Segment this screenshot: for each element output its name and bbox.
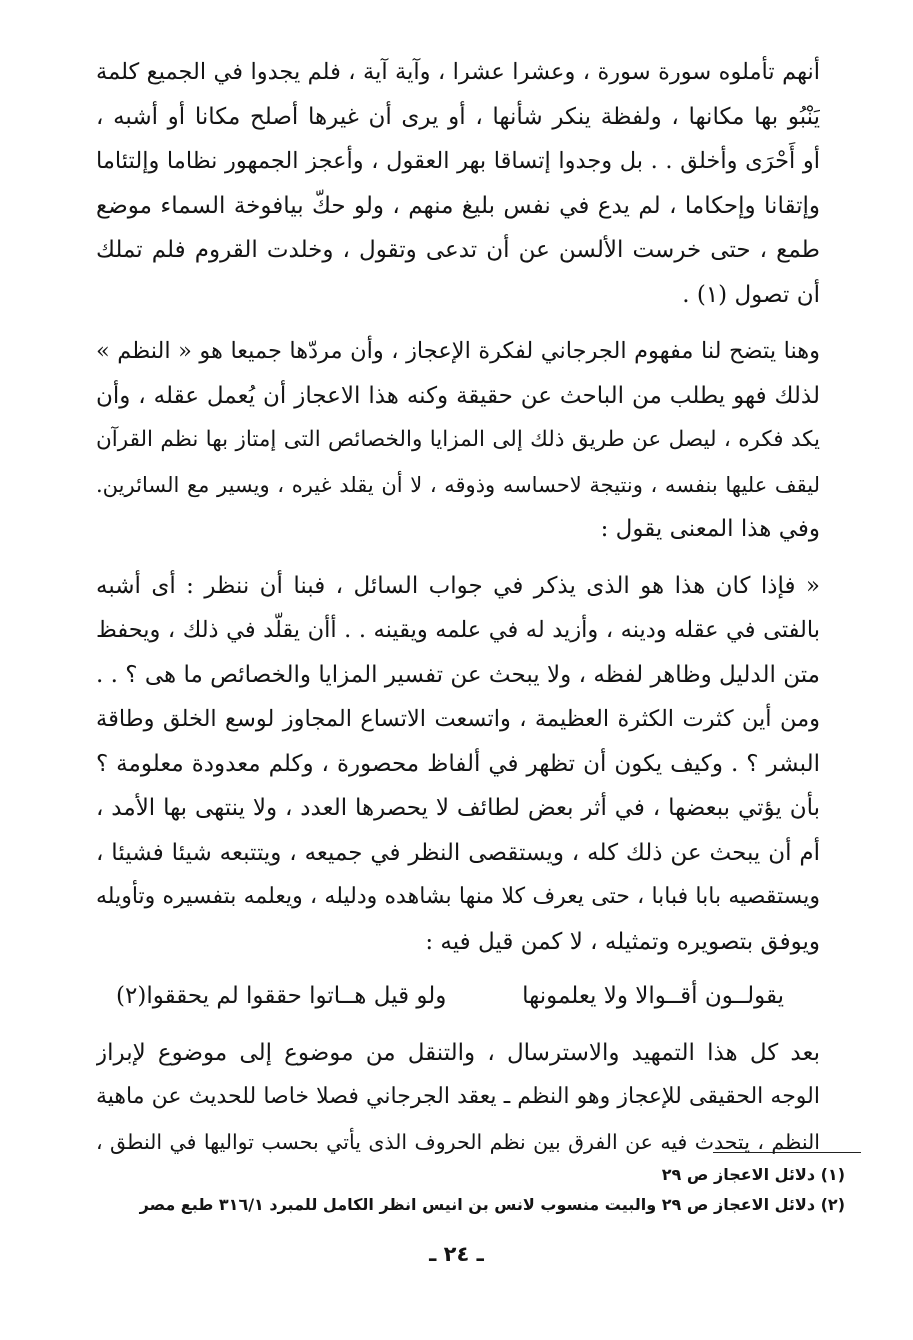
text-line: متن الدليل وظاهر لفظه ، ولا يبحث عن تفسير المزايا والخصائص ما هى ؟ . . <box>96 661 820 688</box>
text-line: يَنْبُو بها مكانها ، ولفظة ينكر شأنها ، أو يرى أن غيرها أصلح مكانا أو أشبه ، <box>96 103 820 130</box>
text-line: طمع ، حتى خرست الألسن عن أن تدعى وتقول ، وخلدت القروم فلم تملك <box>96 237 820 263</box>
text-line: أو أَحْرَى وأخلق . . بل وجدوا إتساقا بهر العقول ، وأعجز الجمهور نظاما وإلتئاما <box>96 148 820 174</box>
text-line: أم أن يبحث عن ذلك كله ، ويستقصى النظر في جميعه ، ويتتبعه شيئا فشيئا ، <box>96 839 820 866</box>
page-body <box>96 50 820 1164</box>
text-line: بالفتى في عقله ودينه ، وأزيد له في علمه ويقينه . . أأن يقلّد في ذلك ، ويحفظ <box>96 617 820 643</box>
footnotes <box>85 1160 845 1220</box>
text-line: النظم ، يتحدث فيه عن الفرق بين نظم الحروف الذى يأتي بحسب تواليها في النطق ، <box>96 1129 820 1154</box>
text-line: وفي هذا المعنى يقول : <box>600 516 820 542</box>
text-line: بعد كل هذا التمهيد والاسترسال ، والتنقل من موضوع إلى موضوع لإبراز <box>96 1039 820 1066</box>
text-line: لذلك فهو يطلب من الباحث عن حقيقة وكنه هذا الاعجاز أن يُعمل عقله ، وأن <box>96 382 820 409</box>
verse-first-hemistich: يقولــون أقــوالا ولا يعلمونها <box>522 983 784 1009</box>
paragraph-1 <box>96 50 820 317</box>
page-number: ـ ٢٤ ـ <box>429 1242 484 1266</box>
text-line: البشر ؟ . وكيف يكون أن تظهر في ألفاظ محصورة ، وكلم معدودة معلومة ؟ <box>96 750 820 777</box>
text-line: ويستقصيه بابا فبابا ، حتى يعرف كلا منها بشاهده ودليله ، ويعلمه بتفسيره وتأويله <box>96 884 820 909</box>
closing-paragraph <box>96 1031 820 1165</box>
footnote-1: (١) دلائل الاعجاز ص ٢٩ <box>661 1165 845 1184</box>
verse-second-hemistich: ولو قيل هــاتوا حققوا لم يحققوا(٢) <box>116 983 447 1009</box>
text-line: أن تصول (١) . <box>682 281 820 308</box>
text-line: ليقف عليها بنفسه ، ونتيجة لاحساسه وذوقه ، لا أن يقلد غيره ، ويسير مع السائرين. <box>96 472 820 497</box>
text-line: بأن يؤتي ببعضها ، في أثر بعض لطائف لا يحصرها العدد ، ولا ينتهى بها الأمد ، <box>96 795 820 821</box>
text-line: ومن أين كثرت الكثرة العظيمة ، واتسعت الاتساع المجاوز لوسع الخلق وطاقة <box>96 706 820 732</box>
quotation-paragraph <box>96 564 820 965</box>
footnote-divider <box>713 1152 861 1153</box>
text-line: وهنا يتضح لنا مفهوم الجرجاني لفكرة الإعجاز ، وأن مردّها جميعا هو « النظم » <box>96 338 820 364</box>
footnote-2: (٢) دلائل الاعجاز ص ٢٩ والبيت منسوب لانس بن انيس انظر الكامل للمبرد ٣١٦/١ طبع مصر <box>139 1195 845 1214</box>
text-line: يكد فكره ، ليصل عن طريق ذلك إلى المزايا والخصائص التى إمتاز بها نظم القرآن <box>96 427 820 452</box>
text-line: « فإذا كان هذا هو الذى يذكر في جواب السائل ، فبنا أن ننظر : أى أشبه <box>96 572 820 599</box>
paragraph-2 <box>96 329 820 552</box>
text-line: الوجه الحقيقى للإعجاز وهو النظم ـ يعقد الجرجاني فصلا خاصا للحديث عن ماهية <box>96 1084 820 1109</box>
poetry-verse <box>96 974 820 1019</box>
text-line: ويوفق بتصويره وتمثيله ، لا كمن قيل فيه : <box>425 928 820 955</box>
text-line: أنهم تأملوه سورة سورة ، وعشرا عشرا ، وآية آية ، فلم يجدوا في الجميع كلمة <box>96 59 820 85</box>
text-line: وإتقانا وإحكاما ، لم يدع في نفس بليغ منهم ، ولو حكّ بيافوخة السماء موضع <box>96 192 820 219</box>
